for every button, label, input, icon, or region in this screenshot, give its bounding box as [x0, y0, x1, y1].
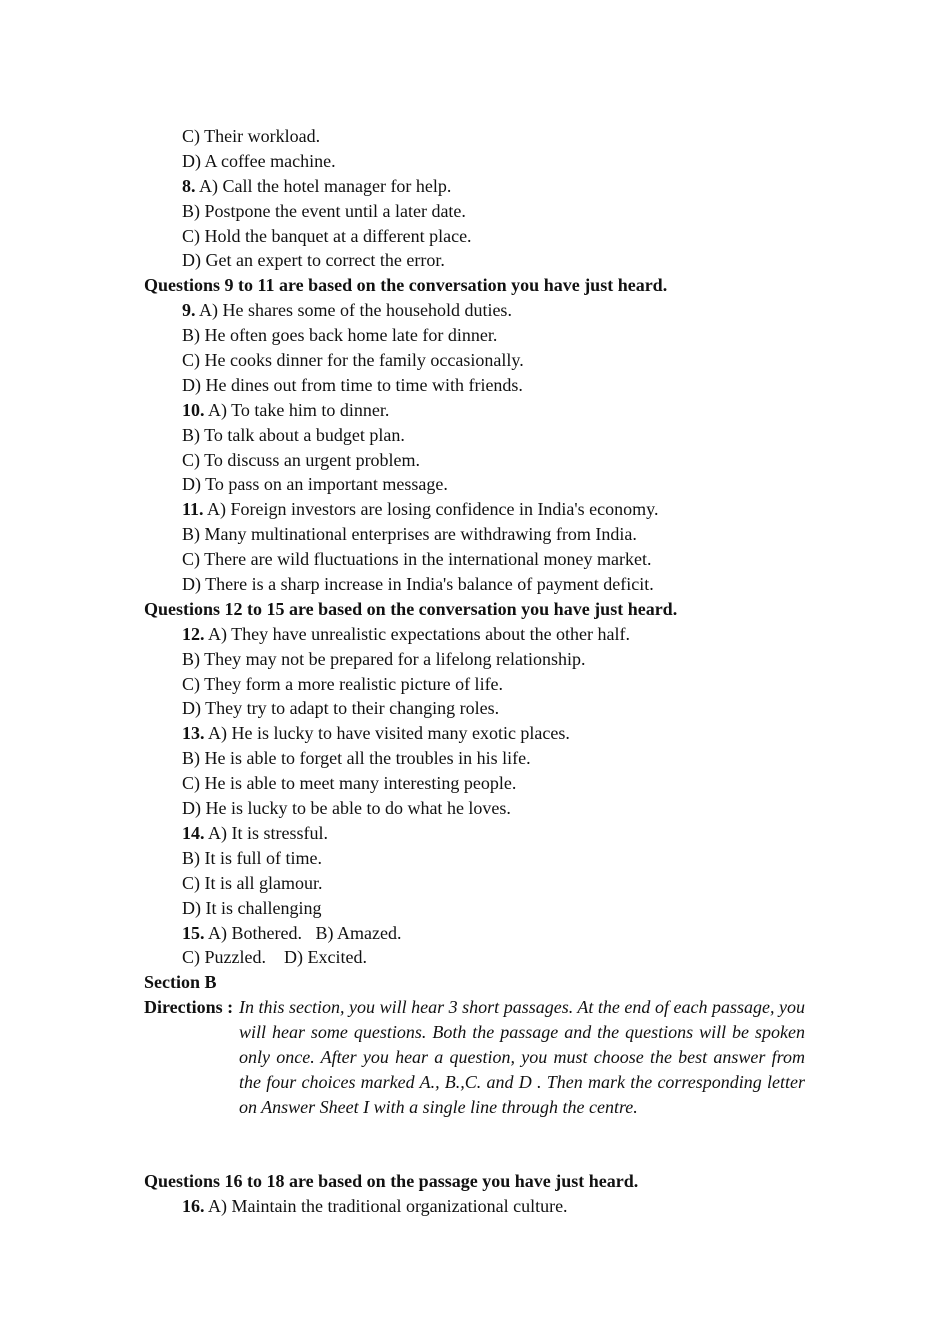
question-group-heading-12-15: Questions 12 to 15 are based on the conversation you have just heard.: [144, 598, 678, 619]
section-b-directions: [144, 995, 806, 1144]
question-number: 9.: [182, 300, 196, 321]
q10-option-b: B) To talk about a budget plan.: [182, 424, 405, 445]
question-number: 8.: [182, 175, 196, 196]
q14-option-a: [0, 821, 950, 846]
option-text: A) Maintain the traditional organizational culture.: [204, 1195, 568, 1216]
q13-option-d: D) He is lucky to be able to do what he loves.: [182, 798, 511, 819]
q10-option-c: C) To discuss an urgent problem.: [182, 449, 421, 470]
directions-label: Directions :: [144, 997, 234, 1018]
q11-option-d: D) There is a sharp increase in India's balance of payment deficit.: [182, 574, 654, 595]
q12-option-c: C) They form a more realistic picture of life.: [182, 673, 504, 694]
question-number: 15.: [182, 922, 205, 943]
q11-option-c: C) There are wild fluctuations in the international money market.: [182, 549, 652, 570]
q15-options-cd: C) Puzzled. D) Excited.: [182, 947, 367, 968]
question-group-heading-9-11: Questions 9 to 11 are based on the conversation you have just heard.: [144, 275, 668, 296]
option-text: A) To take him to dinner.: [204, 399, 390, 420]
q14-option-b: B) It is full of time.: [182, 847, 322, 868]
option-text: A) It is stressful.: [204, 822, 328, 843]
q11-option-a: [0, 497, 950, 522]
question-number: 14.: [182, 822, 205, 843]
option-text: A) Foreign investors are losing confidence in India's economy.: [203, 499, 659, 520]
option-text: A) He shares some of the household duties.: [195, 300, 512, 321]
q11-option-b: B) Many multinational enterprises are withdrawing from India.: [182, 524, 637, 545]
question-number: 11.: [182, 499, 204, 520]
question-number: 12.: [182, 623, 205, 644]
question-number: 13.: [182, 723, 205, 744]
q13-option-a: [0, 721, 950, 746]
q15-options-ab: [0, 921, 950, 946]
option-text: A) They have unrealistic expectations about the other half.: [204, 623, 631, 644]
q8-option-c: C) Hold the banquet at a different place.: [182, 225, 472, 246]
q9-option-b: B) He often goes back home late for dinner.: [182, 325, 498, 346]
q8-option-b: B) Postpone the event until a later date.: [182, 200, 466, 221]
q7-option-d: D) A coffee machine.: [182, 150, 336, 171]
q9-option-c: C) He cooks dinner for the family occasionally.: [182, 350, 524, 371]
q10-option-a: [0, 398, 950, 423]
question-number: 16.: [182, 1195, 205, 1216]
q8-option-a: [0, 174, 950, 199]
q9-option-d: D) He dines out from time to time with friends.: [182, 374, 523, 395]
q10-option-d: D) To pass on an important message.: [182, 474, 448, 495]
q7-option-c: C) Their workload.: [182, 126, 321, 146]
q12-option-d: D) They try to adapt to their changing roles.: [182, 698, 500, 719]
q13-option-b: B) He is able to forget all the troubles in his life.: [182, 748, 531, 769]
question-group-heading-16-18: Questions 16 to 18 are based on the passage you have just heard.: [144, 1171, 639, 1192]
question-number: 10.: [182, 399, 205, 420]
q16-option-a: [0, 1194, 950, 1219]
directions-text: In this section, you will hear 3 short passages. At the end of each passage, you will hear some questions. Both the passage and the questions will be spoken only once. After you hear a question, you must choose the best answer from the four choices marked A., B.,C. and D . Then mark the corresponding letter on Answer Sheet I with a single line through the centre.: [239, 997, 805, 1117]
q14-option-d: D) It is challenging: [182, 897, 322, 918]
q13-option-c: C) He is able to meet many interesting people.: [182, 773, 517, 794]
blank-line: [0, 1144, 950, 1169]
q9-option-a: [0, 298, 950, 323]
q12-option-b: B) They may not be prepared for a lifelong relationship.: [182, 648, 586, 669]
option-text: A) Bothered. B) Amazed.: [204, 922, 402, 943]
option-text: A) Call the hotel manager for help.: [195, 175, 452, 196]
q14-option-c: C) It is all glamour.: [182, 872, 323, 893]
document-page: [0, 124, 950, 1219]
q12-option-a: [0, 622, 950, 647]
section-b-title: Section B: [144, 972, 217, 993]
q8-option-d: D) Get an expert to correct the error.: [182, 250, 445, 271]
option-text: A) He is lucky to have visited many exotic places.: [204, 723, 570, 744]
